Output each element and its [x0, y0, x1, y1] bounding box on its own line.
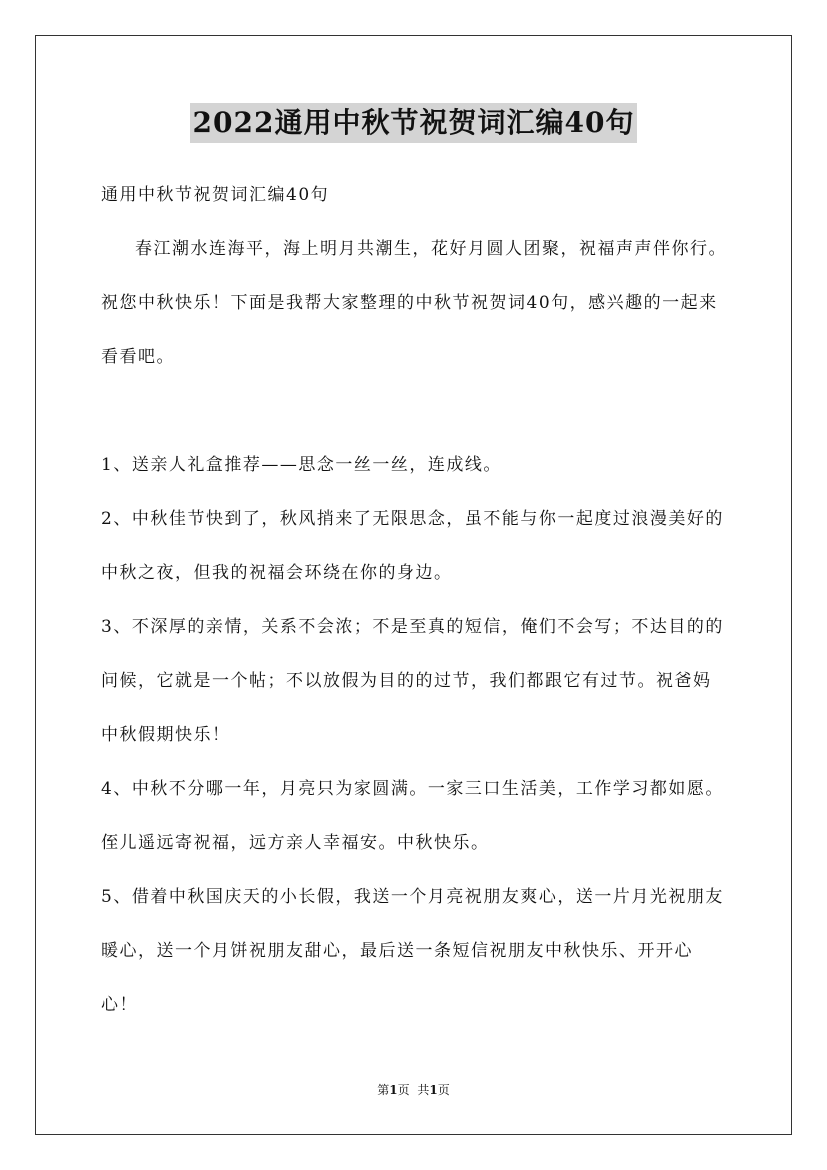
- total-prefix: 共: [417, 1083, 430, 1097]
- total-pages: 1: [429, 1083, 438, 1097]
- page-label-prefix: 第: [377, 1083, 390, 1097]
- intro-paragraph: 春江潮水连海平，海上明月共潮生，花好月圆人团聚，祝福声声伴你行。祝您中秋快乐！下面是我帮大家整理的中秋节祝贺词40句，感兴趣的一起来看看吧。: [101, 239, 727, 367]
- page-label-suffix: 页: [397, 1083, 410, 1097]
- list-item-5: 5、借着中秋国庆天的小长假，我送一个月亮祝朋友爽心，送一片月光祝朋友暖心，送一个月饼祝朋友甜心，最后送一条短信祝朋友中秋快乐、开开心心！: [101, 887, 724, 1015]
- page-number: 1: [389, 1083, 398, 1097]
- list-item-3: 3、不深厚的亲情，关系不会浓；不是至真的短信，俺们不会写；不达目的的问候，它就是一个帖；不以放假为目的的过节，我们都跟它有过节。祝爸妈中秋假期快乐！: [101, 617, 724, 745]
- blank-line: [101, 384, 728, 438]
- list-item-1: 1、送亲人礼盒推荐——思念一丝一丝，连成线。: [101, 455, 502, 475]
- document-body: [101, 168, 728, 1032]
- list-item-2: 2、中秋佳节快到了，秋风捎来了无限思念，虽不能与你一起度过浪漫美好的中秋之夜，但我的祝福会环绕在你的身边。: [101, 509, 724, 583]
- page-footer: [0, 1082, 827, 1098]
- list-item-4: 4、中秋不分哪一年，月亮只为家圆满。一家三口生活美，工作学习都如愿。侄儿遥远寄祝福，远方亲人幸福安。中秋快乐。: [101, 779, 724, 853]
- document-subtitle: 通用中秋节祝贺词汇编40句: [101, 185, 330, 205]
- total-suffix: 页: [437, 1083, 450, 1097]
- document-title-wrap: [0, 103, 827, 143]
- document-title: 2022通用中秋节祝贺词汇编40句: [190, 103, 638, 143]
